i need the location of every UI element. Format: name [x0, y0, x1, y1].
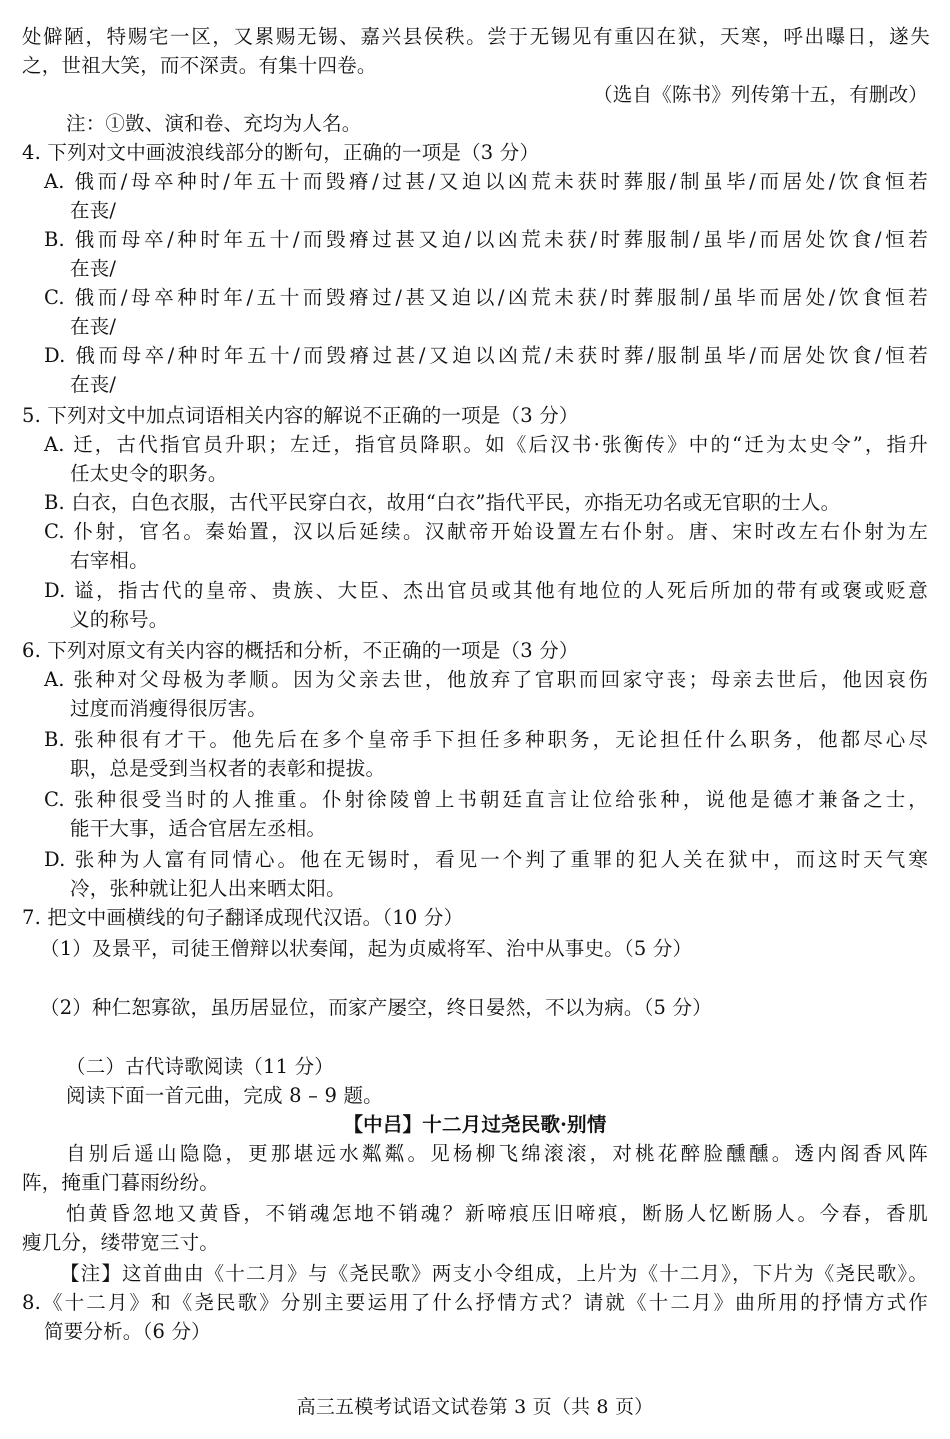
- q6-option-b: B. 张种很有才干。他先后在多个皇帝手下担任多种职务，无论担任什么职务，他都尽心尽: [44, 728, 928, 751]
- q6-option-a: A. 张种对父母极为孝顺。因为父亲去世，他放弃了官职而回家守丧；母亲去世后，他因哀伤: [44, 668, 928, 691]
- q7-subquestion-2: （2）种仁恕寡欲，虽历居显位，而家产屡空，终日晏然，不以为病。（5 分）: [40, 996, 712, 1019]
- poem-note: 【注】这首曲由《十二月》与《尧民歌》两支小令组成，上片为《十二月》，下片为《尧民歌》。: [60, 1262, 928, 1285]
- section-2-instruction: 阅读下面一首元曲，完成 8 – 9 题。: [66, 1084, 383, 1107]
- q6-option-b-cont: 职，总是受到当权者的表彰和提拔。: [70, 757, 386, 780]
- annotation-note: 注：①敳、演和卷、充均为人名。: [66, 112, 362, 135]
- question-4-stem: 4. 下列对文中画波浪线部分的断句，正确的一项是（3 分）: [22, 141, 540, 164]
- q5-option-d: D. 谥，指古代的皇帝、贵族、大臣、杰出官员或其他有地位的人死后所加的带有或褒或贬意: [44, 579, 928, 602]
- q4-option-c: C. 俄而/母卒种时年/五十而毁瘠过/甚又迫以/凶荒未获/时葬服制/虽毕而居处/饮食恒若: [44, 286, 928, 309]
- question-8-stem-cont: 简要分析。（6 分）: [44, 1320, 211, 1343]
- page-footer: 高三五模考试语文试卷第 3 页（共 8 页）: [296, 1396, 654, 1418]
- q6-option-c: C. 张种很受当时的人推重。仆射徐陵曾上书朝廷直言让位给张种，说他是德才兼备之士，: [44, 788, 928, 811]
- q6-option-c-cont: 能干大事，适合官居左丞相。: [70, 817, 327, 840]
- q7-subquestion-1: （1）及景平，司徒王僧辩以状奏闻，起为贞威将军、治中从事史。（5 分）: [40, 937, 693, 960]
- section-2-heading: （二）古代诗歌阅读（11 分）: [66, 1055, 335, 1078]
- poem-stanza-1-line-1: 自别后遥山隐隐，更那堪远水粼粼。见杨柳飞绵滚滚，对桃花醉脸醺醺。透内阁香风阵: [66, 1142, 928, 1165]
- q5-option-d-cont: 义的称号。: [70, 608, 169, 631]
- question-5-stem: 5. 下列对文中加点词语相关内容的解说不正确的一项是（3 分）: [22, 404, 579, 427]
- q5-option-b: B. 白衣，白色衣服，古代平民穿白衣，故用“白衣”指代平民，亦指无功名或无官职的士人。: [44, 491, 841, 514]
- poem-title: 【中吕】十二月过尧民歌·别情: [343, 1113, 607, 1136]
- passage-line-1: 处僻陋，特赐宅一区，又累赐无锡、嘉兴县侯秩。尝于无锡见有重囚在狱，天寒，呼出曝日，遂失: [22, 25, 930, 48]
- q5-option-c: C. 仆射，官名。秦始置，汉以后延续。汉献帝开始设置左右仆射。唐、宋时改左右仆射为左: [44, 520, 928, 543]
- q5-option-a: A. 迁，古代指官员升职；左迁，指官员降职。如《后汉书·张衡传》中的“迁为太史令”，指升: [44, 433, 928, 456]
- q4-option-a-cont: 在丧/: [70, 199, 117, 222]
- q4-option-a: A. 俄而/母卒种时/年五十而毁瘠/过甚/又迫以凶荒未获时葬服/制虽毕/而居处/饮食恒若: [44, 170, 928, 193]
- q6-option-a-cont: 过度而消瘦得很厉害。: [70, 697, 268, 720]
- question-6-stem: 6. 下列对原文有关内容的概括和分析，不正确的一项是（3 分）: [22, 639, 579, 662]
- question-8-stem: 8.《十二月》和《尧民歌》分别主要运用了什么抒情方式？请就《十二月》曲所用的抒情方式作: [22, 1291, 928, 1314]
- poem-stanza-2-line-1: 怕黄昏忽地又黄昏，不销魂怎地不销魂？新啼痕压旧啼痕，断肠人忆断肠人。今春，香肌: [66, 1202, 928, 1225]
- q4-option-b: B. 俄而母卒/种时年五十/而毁瘠过甚又迫/以凶荒未获/时葬服制/虽毕/而居处饮食/恒若: [44, 228, 928, 251]
- q6-option-d-cont: 冷，张种就让犯人出来晒太阳。: [70, 877, 346, 900]
- q4-option-d: D. 俄而母卒/种时年五十/而毁瘠过甚/又迫以凶荒/未获时葬/服制虽毕/而居处饮食/恒若: [44, 344, 928, 367]
- source-citation: （选自《陈书》列传第十五，有删改）: [593, 83, 928, 106]
- poem-stanza-1-line-2: 阵，掩重门暮雨纷纷。: [22, 1171, 220, 1194]
- q4-option-b-cont: 在丧/: [70, 257, 117, 280]
- q4-option-c-cont: 在丧/: [70, 315, 117, 338]
- q5-option-a-cont: 任太史令的职务。: [70, 462, 228, 485]
- question-7-stem: 7. 把文中画横线的句子翻译成现代汉语。（10 分）: [22, 906, 464, 929]
- q5-option-c-cont: 右宰相。: [70, 549, 149, 572]
- q4-option-d-cont: 在丧/: [70, 373, 117, 396]
- q6-option-d: D. 张种为人富有同情心。他在无锡时，看见一个判了重罪的犯人关在狱中，而这时天气寒: [44, 848, 928, 871]
- passage-line-2: 之，世祖大笑，而不深责。有集十四卷。: [22, 54, 377, 77]
- poem-stanza-2-line-2: 瘦几分，缕带宽三寸。: [22, 1231, 220, 1254]
